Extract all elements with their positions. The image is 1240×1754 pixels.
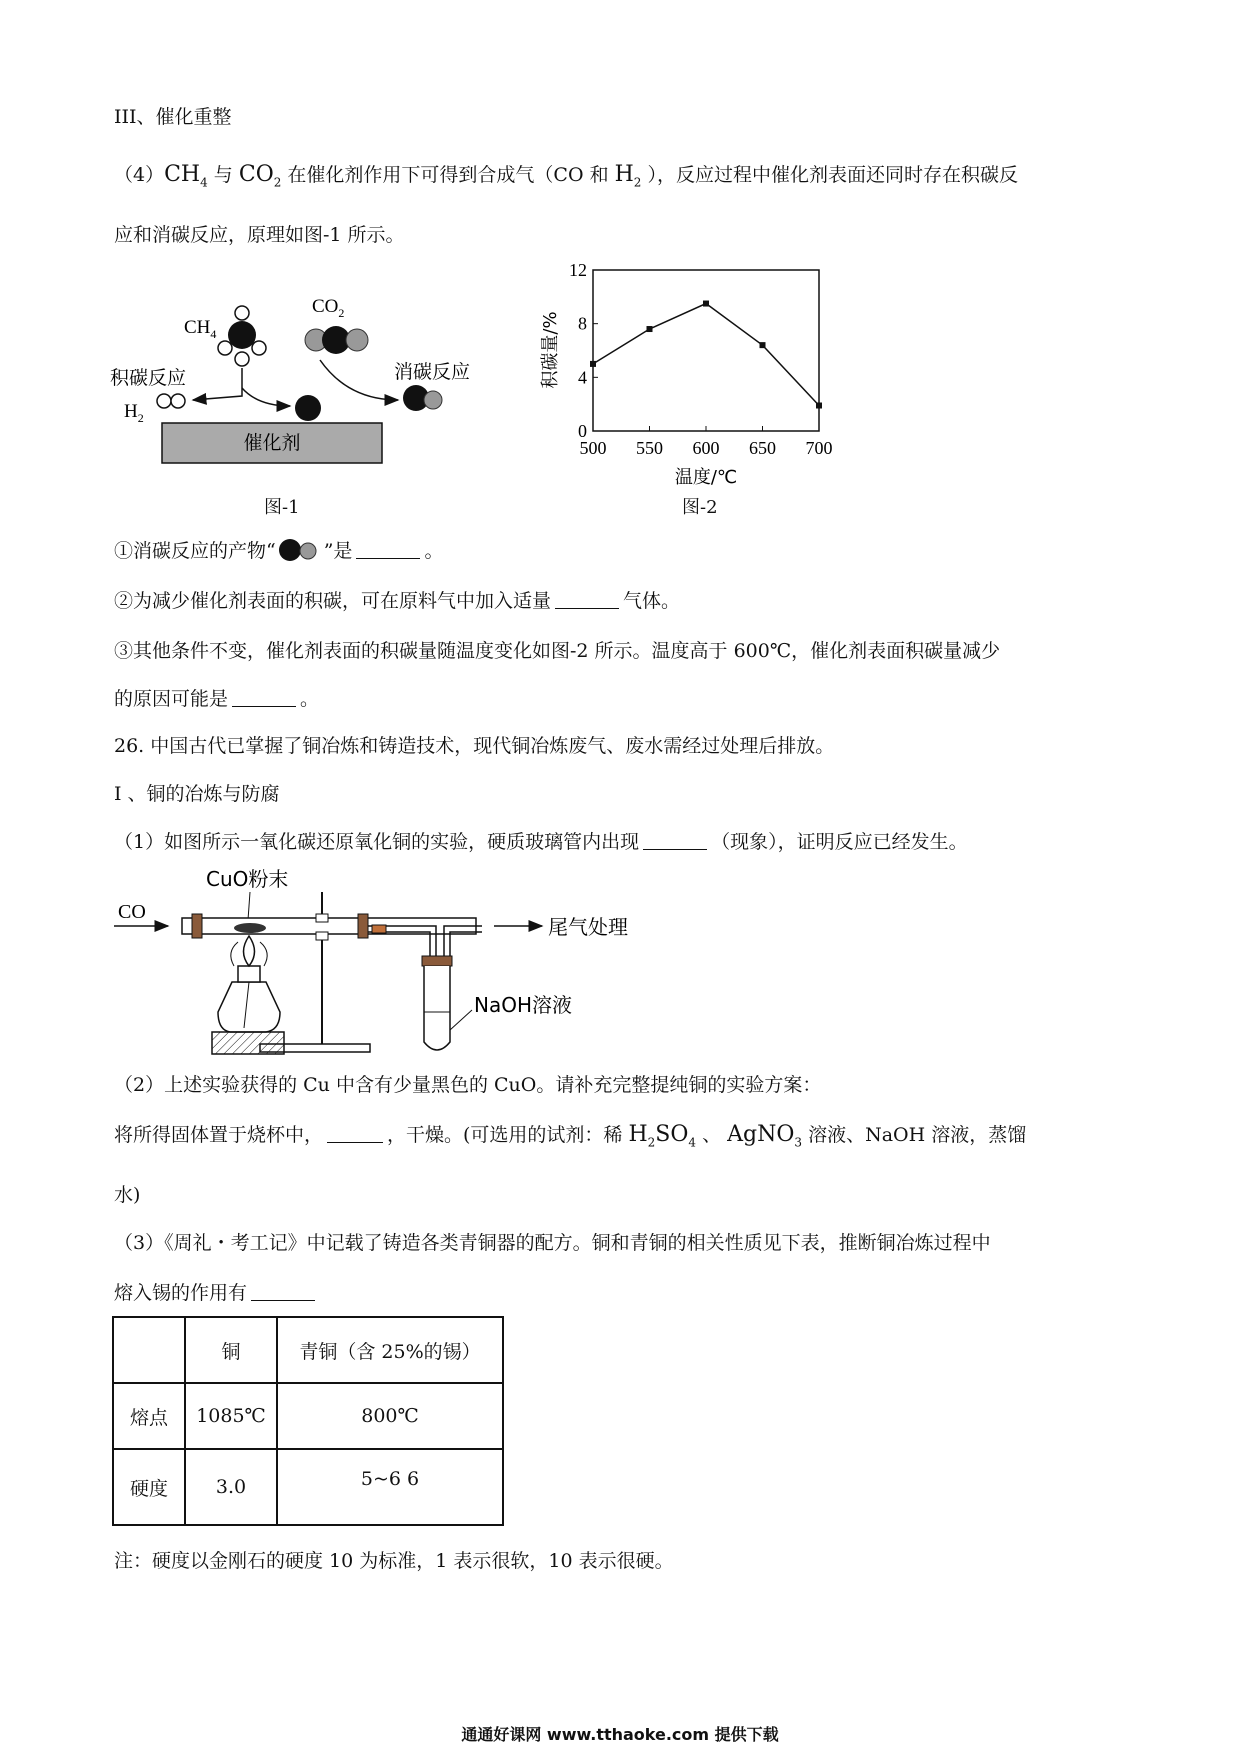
test-tube (424, 966, 450, 1050)
y-tick-label: 0 (578, 421, 587, 441)
x-tick-label: 700 (805, 438, 833, 458)
data-point (703, 301, 709, 307)
catalyst-label: 催化剂 (243, 432, 301, 454)
figure-2-caption: 图-2 (682, 497, 718, 518)
flame (244, 936, 255, 966)
answer-blank[interactable] (251, 1282, 315, 1301)
x-tick-label: 550 (636, 438, 663, 458)
rubber-joint (372, 925, 386, 933)
arrow-to-h2 (193, 368, 242, 400)
naoh-solution-label: NaOH溶液 (474, 993, 572, 1017)
cuo-powder (234, 923, 266, 933)
accumulation-reaction-label: 积碳反应 (110, 367, 187, 389)
chart-frame (593, 270, 819, 431)
page-footer: 通通好课网 www.tthaoke.com 提供下载 (461, 1725, 779, 1744)
ch4-molecule (218, 306, 266, 366)
sub-question-1: ①消碳反应的产物“ ”是 。 (114, 540, 444, 562)
co-reduction-apparatus (110, 862, 670, 1058)
x-tick-label: 600 (692, 438, 720, 458)
x-tick-label: 650 (749, 438, 776, 458)
agno3-formula: AgNO$_3$ (727, 1122, 803, 1150)
data-point (816, 403, 822, 409)
table-header-cell: 青铜（含 25%的锡） (277, 1317, 503, 1383)
arrow-to-product (320, 360, 398, 400)
lamp-neck (238, 966, 260, 982)
question-4-line1 (114, 162, 1018, 195)
co2-label: $CO_2$ (312, 296, 345, 320)
ch4-formula: $CH_4$ (164, 162, 208, 190)
figure-2-chart (520, 258, 860, 498)
surface-carbon-atom (295, 395, 321, 421)
h2-molecule (157, 394, 185, 408)
y-tick-label: 8 (578, 313, 587, 334)
q4-text: 与 (207, 164, 239, 186)
ch4-label: $CH_4$ (184, 317, 217, 341)
cuo-powder-label: CuO粉末 (206, 867, 289, 891)
table-header-row (113, 1317, 503, 1383)
series-line (593, 304, 819, 406)
properties-table (112, 1316, 504, 1526)
table-cell: 硬度 (113, 1449, 185, 1525)
elimination-reaction-label: 消碳反应 (394, 361, 471, 383)
wire-gauze (231, 942, 238, 966)
question-26-1: （1）如图所示一氧化碳还原氧化铜的实验，硬质玻璃管内出现 （现象），证明反应已经发生。 (114, 831, 968, 853)
x-axis-label: 温度/℃ (674, 467, 738, 488)
outlet-pipe-inner (450, 932, 482, 962)
table-cell: 熔点 (113, 1383, 185, 1449)
sub-question-2: ②为减少催化剂表面的积碳，可在原料气中加入适量 气体。 (114, 590, 681, 612)
lamp-block (212, 1032, 284, 1054)
co-inlet-label: CO (118, 901, 146, 923)
table-header-cell: 铜 (185, 1317, 277, 1383)
co2-formula: $CO_2$ (238, 162, 282, 190)
test-tube-stopper (422, 956, 452, 966)
answer-blank[interactable] (356, 540, 420, 559)
table-cell: 1085℃ (185, 1383, 277, 1449)
q4-text: 在催化剂作用下可得到合成气（CO 和 (281, 164, 615, 186)
y-tick-label: 12 (569, 260, 587, 280)
question-26: 26. 中国古代已掌握了铜冶炼和铸造技术，现代铜冶炼废气、废水需经过处理后排放。 (114, 735, 835, 757)
clamp (316, 914, 328, 922)
section-I-title: I 、铜的冶炼与防腐 (114, 783, 280, 805)
answer-blank[interactable] (555, 590, 619, 609)
naoh-pointer (450, 1010, 472, 1030)
question-26-2-line1: （2）上述实验获得的 Cu 中含有少量黑色的 CuO。请补充完整提纯铜的实验方案： (114, 1074, 822, 1096)
h2-label: $H_2$ (124, 401, 144, 425)
tail-gas-label: 尾气处理 (548, 915, 628, 939)
question-26-3-line2: 熔入锡的作用有 (114, 1280, 319, 1306)
x-tick-label: 500 (579, 438, 607, 458)
q4-number: （4） (114, 164, 165, 186)
table-row (113, 1383, 503, 1449)
figure-1-caption: 图-1 (264, 497, 300, 518)
question-26-2-line2: 将所得固体置于烧杯中， ，干燥。(可选用的试剂：稀 $H_2SO_4$ 、 AgNO$_3$ 溶液、NaOH 溶液，蒸馏 (114, 1122, 1027, 1150)
table-cell: 5~6 6 (277, 1449, 503, 1525)
table-note: 注：硬度以金刚石的硬度 10 为标准，1 表示很软，10 表示很硬。 (114, 1550, 674, 1572)
sub-question-3-line1: ③其他条件不变，催化剂表面的积碳量随温度变化如图-2 所示。温度高于 600℃，催化剂表面积碳量减少 (114, 640, 1001, 662)
h2so4-formula: $H_2SO_4$ (628, 1122, 697, 1150)
h2-formula: $H_2$ (614, 162, 642, 190)
question-26-2-line3: 水) (114, 1184, 141, 1206)
answer-blank[interactable] (643, 831, 707, 850)
right-stopper (358, 914, 368, 938)
question-26-3-line1: （3）《周礼・考工记》中记载了铸造各类青铜器的配方。铜和青铜的相关性质见下表，推断铜冶炼过程中 (114, 1232, 991, 1254)
left-stopper (192, 914, 202, 938)
clamp-lower (316, 932, 328, 940)
alcohol-lamp (218, 982, 280, 1032)
data-point (647, 326, 653, 332)
data-point (760, 342, 766, 348)
co2-molecule (305, 326, 368, 354)
answer-blank[interactable] (232, 688, 296, 707)
table-row (113, 1449, 503, 1525)
wire-gauze-right (260, 942, 267, 966)
co-product-molecule (403, 385, 442, 411)
table-cell: 3.0 (185, 1449, 277, 1525)
table-header-cell (113, 1317, 185, 1383)
sub-question-3-line2: 的原因可能是 。 (114, 688, 320, 710)
y-tick-label: 4 (578, 367, 587, 388)
answer-blank[interactable] (327, 1124, 383, 1143)
y-axis-label: 积碳量/% (540, 311, 561, 389)
data-point (590, 361, 596, 367)
q4-text: ），反应过程中催化剂表面还同时存在积碳反 (641, 164, 1018, 186)
co-molecule-icon (276, 539, 324, 561)
arrow-to-carbon (242, 388, 290, 406)
figure-1-diagram (108, 288, 498, 468)
question-4-line2: 应和消碳反应，原理如图-1 所示。 (114, 224, 405, 246)
cuo-pointer (248, 892, 250, 920)
section-title: III、催化重整 (114, 106, 232, 128)
table-cell: 800℃ (277, 1383, 503, 1449)
